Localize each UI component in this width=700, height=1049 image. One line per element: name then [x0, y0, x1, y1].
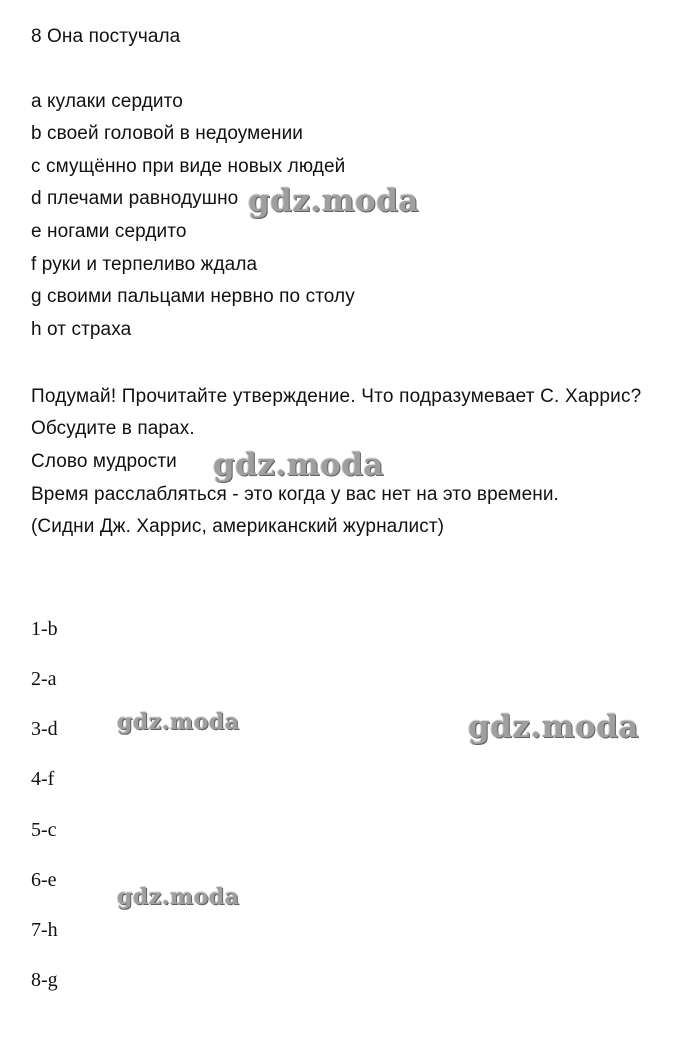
option-g: g своими пальцами нервно по столу: [31, 286, 355, 307]
watermark-logo: gdz.moda: [117, 709, 240, 735]
answer-2: 2-a: [31, 668, 57, 690]
answer-6: 6-e: [31, 869, 57, 891]
quote-author: (Сидни Дж. Харрис, американский журналист): [31, 516, 445, 537]
option-b: b своей головой в недоумении: [31, 123, 304, 144]
wisdom-title: Слово мудрости: [31, 451, 177, 472]
option-a: a кулаки сердито: [31, 91, 183, 112]
watermark-logo: gdz.moda: [248, 183, 419, 219]
option-e: e ногами сердито: [31, 221, 187, 242]
answer-7: 7-h: [31, 919, 58, 941]
answer-1: 1-b: [31, 618, 58, 640]
answer-4: 4-f: [31, 768, 55, 790]
option-f: f руки и терпеливо ждала: [31, 254, 258, 275]
discussion-prompt: Подумай! Прочитайте утверждение. Что подразумевает С. Харрис?: [31, 386, 642, 407]
watermark-logo: gdz.moda: [117, 884, 240, 910]
answer-5: 5-c: [31, 819, 57, 841]
watermark-logo: gdz.moda: [468, 709, 639, 745]
option-d: d плечами равнодушно: [31, 188, 239, 209]
answer-8: 8-g: [31, 969, 58, 991]
wisdom-quote: Время расслабляться - это когда у вас нет на это времени.: [31, 484, 559, 505]
answer-3: 3-d: [31, 718, 58, 740]
option-h: h от страха: [31, 319, 132, 340]
discussion-instruction: Обсудите в парах.: [31, 418, 195, 439]
exercise-header: 8 Она постучала: [31, 26, 181, 47]
watermark-logo: gdz.moda: [213, 447, 384, 483]
option-c: c смущённо при виде новых людей: [31, 156, 346, 177]
